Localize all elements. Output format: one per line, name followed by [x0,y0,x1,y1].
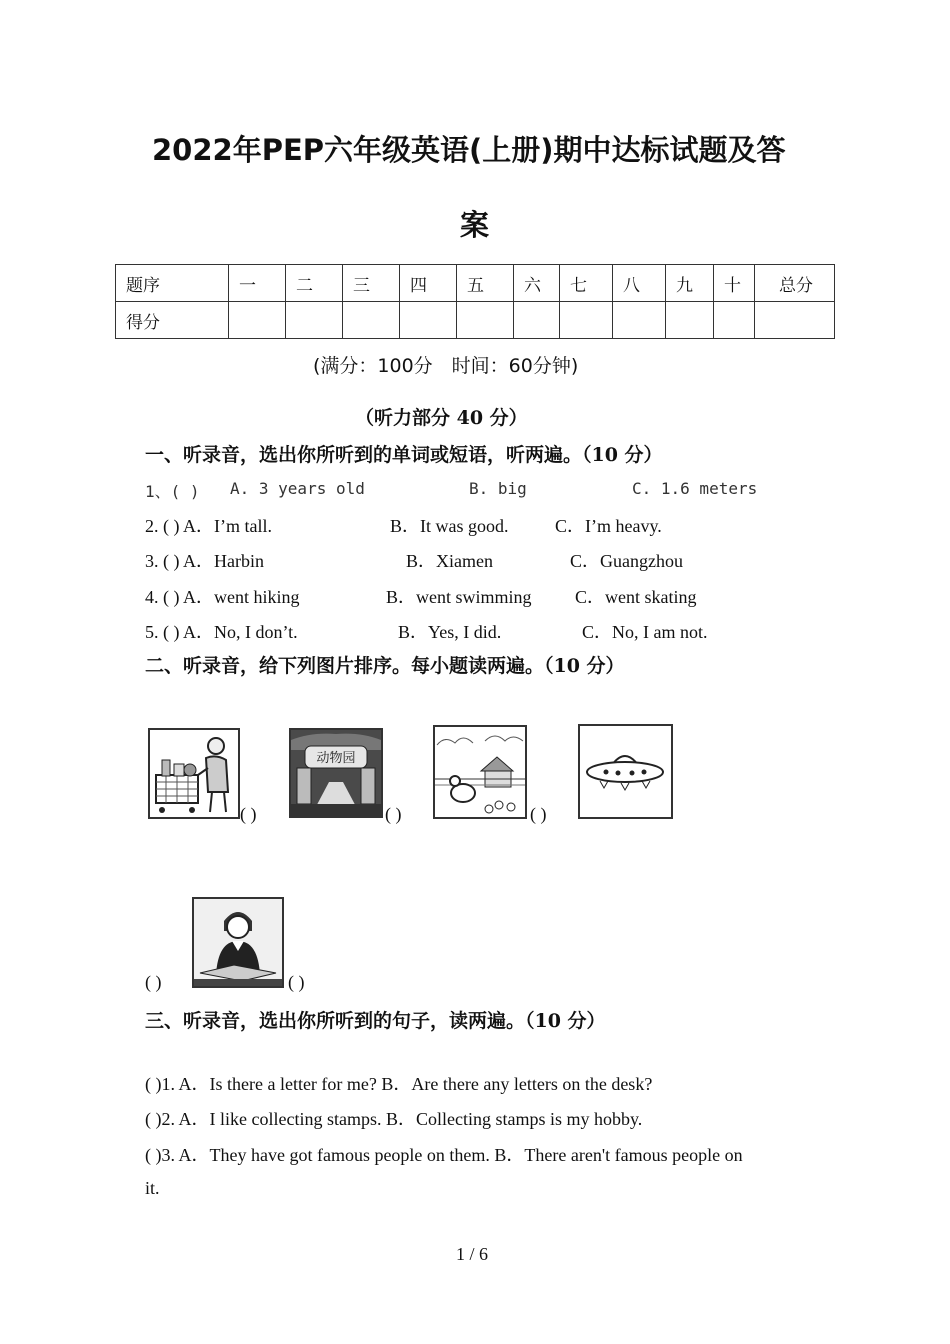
score-input-cell[interactable] [229,302,286,339]
q5-option-b: B．Yes, I did. [398,622,502,642]
sec3-question-1: ( )1. A．Is there a letter for me? B．Are there any letters on the desk? [145,1074,653,1094]
full-score-note: (满分：100分 时间：60分钟) [313,355,579,377]
q2-option-c: C．I’m heavy. [555,516,662,536]
score-input-cell[interactable] [666,302,714,339]
farm-picture [433,725,527,819]
page-number: 1 / 6 [456,1244,489,1264]
sec3-question-3-continued: it. [145,1178,160,1198]
table-cell: 三 [343,265,400,302]
answer-blank[interactable]: ( ) [385,804,402,824]
shopping-picture [148,728,240,819]
table-cell: 题序 [116,265,229,302]
answer-blank[interactable]: ( ) [240,804,257,824]
table-cell: 总分 [755,265,835,302]
q5-prefix: 5. ( ) A．No, I don’t. [145,622,298,642]
table-cell: 十 [714,265,755,302]
q2-option-b: B．It was good. [390,516,509,536]
title-line-1: 2022年PEP六年级英语(上册)期中达标试题及答 [152,133,786,167]
shopping-cart-icon [150,730,238,817]
zoo-sign-text: 动物园 [316,751,356,766]
section-2-title: 二、听录音，给下列图片排序。每小题读两遍。（10 分） [145,655,625,677]
q5-option-c: C．No, I am not. [582,622,708,642]
score-table-header-row [116,265,835,302]
score-input-cell[interactable] [755,302,835,339]
score-table [115,264,835,339]
table-cell: 四 [400,265,457,302]
ufo-icon [580,726,671,817]
listening-heading: （听力部分 40 分） [355,407,528,429]
table-cell: 九 [666,265,714,302]
q1-option-b: B. big [469,479,527,498]
answer-blank[interactable]: ( ) [288,972,305,992]
section-3-title: 三、听录音，选出你所听到的句子，读两遍。（10 分） [145,1010,606,1032]
q2-prefix: 2. ( ) A．I’m tall. [145,516,272,536]
score-input-cell[interactable] [343,302,400,339]
score-input-cell[interactable] [457,302,514,339]
q3-option-b: B．Xiamen [406,551,493,571]
table-cell: 六 [514,265,560,302]
answer-blank[interactable]: ( ) [145,972,162,992]
q4-option-c: C．went skating [575,587,697,607]
score-input-cell[interactable] [613,302,666,339]
zoo-picture [289,728,383,818]
table-cell: 一 [229,265,286,302]
score-input-cell[interactable] [514,302,560,339]
q4-option-b: B．went swimming [386,587,532,607]
zoo-gate-icon [291,730,381,816]
q3-option-c: C．Guangzhou [570,551,683,571]
table-cell: 五 [457,265,514,302]
score-input-cell[interactable] [560,302,613,339]
score-input-cell[interactable] [286,302,343,339]
sec3-question-3: ( )3. A．They have got famous people on them. B．There aren't famous people on [145,1145,743,1165]
score-input-cell[interactable] [714,302,755,339]
q3-prefix: 3. ( ) A．Harbin [145,551,264,571]
teacher-picture [192,897,284,988]
table-cell: 八 [613,265,666,302]
section-1-title: 一、听录音，选出你所听到的单词或短语，听两遍。（10 分） [145,444,663,466]
q4-prefix: 4. ( ) A．went hiking [145,587,300,607]
table-cell: 得分 [116,302,229,339]
farm-icon [435,727,525,817]
sec3-question-2: ( )2. A．I like collecting stamps. B．Collecting stamps is my hobby. [145,1109,643,1129]
table-cell: 七 [560,265,613,302]
table-cell: 二 [286,265,343,302]
answer-blank[interactable]: ( ) [530,804,547,824]
ufo-picture [578,724,673,819]
title-line-2: 案 [460,208,490,242]
q1-option-c: C. 1.6 meters [632,479,758,498]
score-table-score-row [116,302,835,339]
q1-prefix: 1、( ) [145,482,200,501]
score-input-cell[interactable] [400,302,457,339]
q1-option-a: A. 3 years old [230,479,365,498]
teacher-icon [194,899,282,986]
